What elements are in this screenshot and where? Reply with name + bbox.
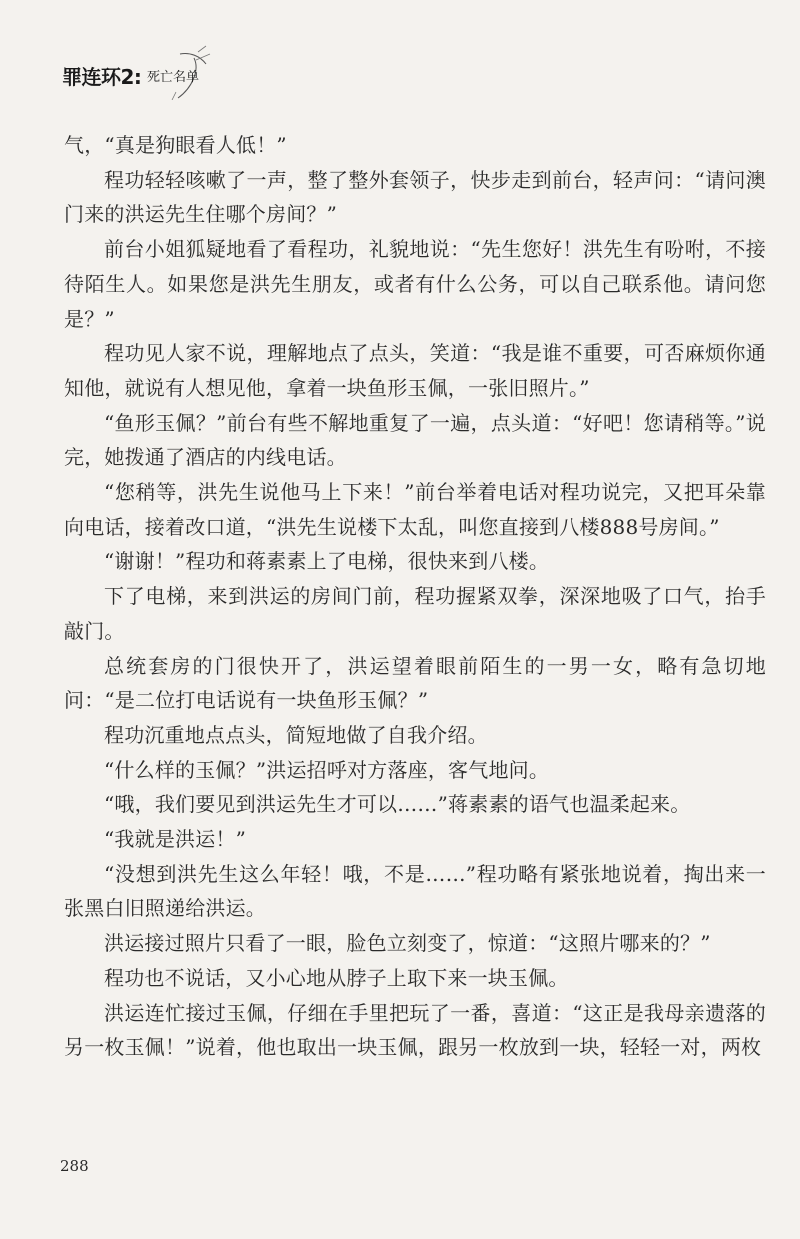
- paragraph: 下了电梯，来到洪运的房间门前，程功握紧双拳，深深地吸了口气，抬手敲门。: [64, 584, 766, 643]
- paragraph: “没想到洪先生这么年轻！哦，不是……”程功略有紧张地说着，掏出来一张黑白旧照递给洪运。: [64, 861, 766, 921]
- paragraph: 洪运接过照片只看了一眼，脸色立刻变了，惊道：“这照片哪来的？”: [104, 931, 711, 956]
- paragraph: “哦，我们要见到洪运先生才可以……”蒋素素的语气也温柔起来。: [104, 792, 691, 817]
- body-text: [64, 128, 766, 1065]
- running-header: [60, 40, 260, 100]
- book-title: 罪连环2:: [62, 65, 142, 89]
- paragraph: “什么样的玉佩？”洪运招呼对方落座，客气地问。: [104, 757, 550, 782]
- paragraph: 总统套房的门很快开了，洪运望着眼前陌生的一男一女，略有急切地问：“是二位打电话说有一块鱼形玉佩？”: [64, 653, 766, 713]
- page-number: 288: [60, 1157, 89, 1175]
- paragraph: “鱼形玉佩？”前台有些不解地重复了一遍，点头道：“好吧！您请稍等。”说完，她拨通了酒店的内线电话。: [64, 410, 766, 470]
- paragraph: 程功沉重地点点头，简短地做了自我介绍。: [104, 722, 488, 747]
- paragraph: 程功轻轻咳嗽了一声，整了整外套领子，快步走到前台，轻声问：“请问澳门来的洪运先生住哪个房间？”: [64, 167, 766, 227]
- paragraph: 气，“真是狗眼看人低！”: [64, 133, 287, 157]
- paragraph: 程功也不说话，又小心地从脖子上取下来一块玉佩。: [104, 965, 569, 990]
- paragraph: 程功见人家不说，理解地点了点头，笑道：“我是谁不重要，可否麻烦你通知他，就说有人想见他，拿着一块鱼形玉佩，一张旧照片。”: [64, 341, 766, 400]
- paragraph: “您稍等，洪先生说他马上下来！”前台举着电话对程功说完，又把耳朵靠向电话，接着改口道，“洪先生说楼下太乱，叫您直接到八楼888号房间。”: [64, 480, 766, 539]
- book-subtitle: 死亡名单: [147, 70, 200, 85]
- paragraph: “谢谢！”程功和蒋素素上了电梯，很快来到八楼。: [104, 549, 550, 574]
- paragraph: 洪运连忙接过玉佩，仔细在手里把玩了一番，喜道：“这正是我母亲遗落的另一枚玉佩！”说着，他也取出一块玉佩，跟另一枚放到一块，轻轻一对，两枚: [64, 1000, 766, 1060]
- paragraph: 前台小姐狐疑地看了看程功，礼貌地说：“先生您好！洪先生有吩咐，不接待陌生人。如果您是洪先生朋友，或者有什么公务，可以自己联系他。请问您是？”: [64, 237, 766, 331]
- paragraph: “我就是洪运！”: [104, 827, 247, 852]
